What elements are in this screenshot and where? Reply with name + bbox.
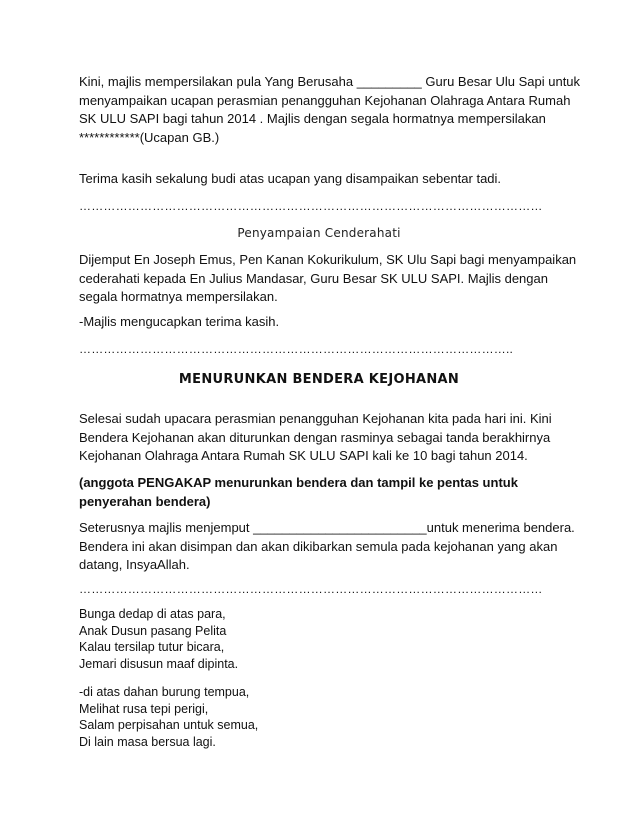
text-line: -Majlis mengucapkan terima kasih.	[79, 314, 280, 329]
paragraph-souvenir	[79, 251, 579, 307]
paragraph-flag-lowering	[79, 410, 579, 466]
text-line: Selesai sudah upacara perasmian penangguhan Kejohanan kita pada hari ini. Kini	[79, 411, 552, 426]
paragraph-flag-receiving	[79, 519, 579, 575]
poem-line: Salam perpisahan untuk semua,	[79, 718, 259, 732]
dotted-separator: ……………………………………………………………………………………………………	[79, 582, 543, 596]
pantun-farewell	[79, 684, 479, 750]
text-line: penyerahan bendera)	[79, 493, 211, 509]
text-line: Bendera ini akan disimpan dan akan dikibarkan semula pada kejohanan yang akan	[79, 538, 558, 554]
text-line: menyampaikan ucapan perasmian penangguhan Kejohanan Olahraga Antara Rumah	[79, 92, 571, 108]
text-line: datang, InsyaAllah.	[79, 557, 190, 572]
text-line: (anggota PENGAKAP menurunkan bendera dan tampil ke pentas untuk	[79, 475, 518, 490]
text-line: ************(Ucapan GB.)	[79, 129, 220, 145]
dotted-separator: ……………………………………………………………………………………………..	[79, 342, 514, 356]
paragraph-stage-direction	[79, 474, 579, 511]
paragraph-closing-thanks	[79, 313, 579, 332]
dotted-separator: ……………………………………………………………………………………………………	[79, 199, 543, 213]
poem-line: Anak Dusun pasang Pelita	[79, 623, 227, 638]
section-subheading: Penyampaian Cenderahati	[237, 226, 401, 240]
poem-line: Di lain masa bersua lagi.	[79, 734, 216, 749]
poem-line: Jemari disusun maaf dipinta.	[79, 656, 239, 671]
text-line: Seterusnya majlis menjemput ________________________untuk menerima bendera.	[79, 520, 575, 535]
paragraph-thanks	[79, 170, 579, 189]
text-line: Kini, majlis mempersilakan pula Yang Berusaha _________ Guru Besar Ulu Sapi untuk	[79, 74, 581, 89]
text-line: Terima kasih sekalung budi atas ucapan yang disampaikan sebentar tadi.	[79, 171, 502, 186]
text-line: segala hormatnya mempersilakan.	[79, 289, 278, 304]
poem-line: Melihat rusa tepi perigi,	[79, 701, 209, 716]
text-line: cederahati kepada En Julius Mandasar, Guru Besar SK ULU SAPI. Majlis dengan	[79, 270, 548, 286]
text-line: Dijemput En Joseph Emus, Pen Kanan Kokurikulum, SK Ulu Sapi bagi menyampaikan	[79, 252, 577, 267]
poem-line: Bunga dedap di atas para,	[79, 607, 226, 621]
paragraph-invitation-gb	[79, 73, 579, 147]
section-heading: MENURUNKAN BENDERA KEJOHANAN	[178, 372, 460, 387]
poem-line: Kalau tersilap tutur bicara,	[79, 640, 225, 654]
text-line: Bendera Kejohanan akan diturunkan dengan rasminya sebagai tanda berakhirnya	[79, 429, 551, 445]
poem-line: -di atas dahan burung tempua,	[79, 685, 250, 699]
pantun-apology	[79, 606, 479, 672]
text-line: Kejohanan Olahraga Antara Rumah SK ULU SAPI kali ke 10 bagi tahun 2014.	[79, 448, 528, 463]
text-line: SK ULU SAPI bagi tahun 2014 . Majlis dengan segala hormatnya mempersilakan	[79, 111, 546, 126]
